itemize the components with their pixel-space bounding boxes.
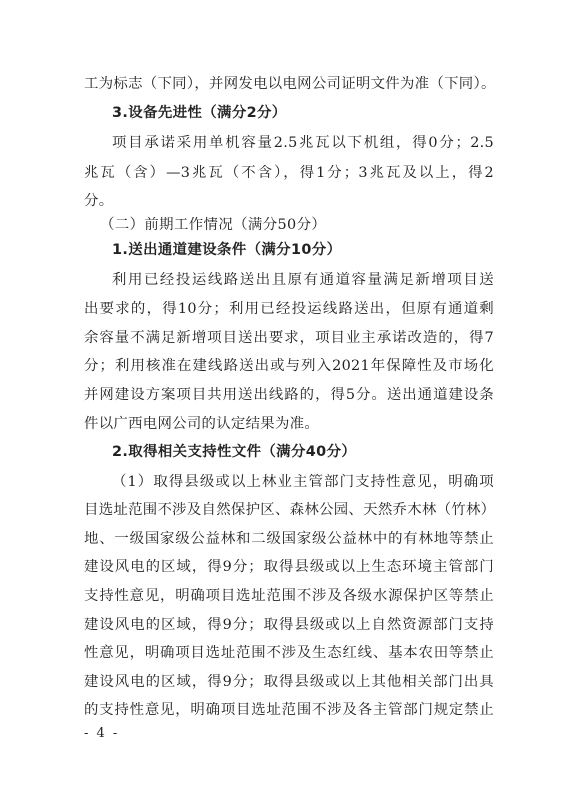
body-text-line: 并网建设方案项目共用送出线路的，得5分。送出通道建设条 — [84, 387, 494, 403]
body-text-line: 建设风电的区域，得9分；取得县级或以上自然资源部门支持 — [84, 617, 494, 633]
body-text-line: 工为标志（下同），并网发电以电网公司证明文件为准（下同）。 — [84, 76, 496, 92]
body-text-line: 项目承诺采用单机容量2.5兆瓦以下机组，得0分；2.5 — [112, 135, 494, 151]
body-text-line: 利用已经投运线路送出且原有通道容量满足新增项目送 — [112, 272, 494, 288]
body-text-line: 的支持性意见，明确项目选址范围不涉及各主管部门规定禁止 — [84, 702, 494, 718]
body-text-line: 支持性意见，明确项目选址范围不涉及各级水源保护区等禁止 — [84, 588, 494, 604]
body-text-line: 地、一级国家级公益林和二级国家级公益林中的有林地等禁止 — [84, 531, 494, 547]
section-heading: （二）前期工作情况（满分50分） — [100, 217, 327, 233]
body-text-line: （1）取得县级或以上林业主管部门支持性意见，明确项 — [112, 474, 494, 490]
body-text-line: 出要求的，得10分；利用已经投运线路送出，但原有通道剩 — [84, 301, 494, 317]
section-heading: 3.设备先进性（满分2分） — [112, 105, 287, 121]
body-text-line: 目选址范围不涉及自然保护区、森林公园、天然乔木林（竹林） — [84, 502, 496, 518]
body-text-line: 建设风电的区域，得9分；取得县级或以上其他相关部门出具 — [84, 674, 494, 690]
page-number: - 4 - — [84, 726, 120, 741]
section-heading: 1.送出通道建设条件（满分10分） — [112, 242, 342, 258]
section-heading: 2.取得相关支持性文件（满分40分） — [112, 444, 357, 460]
body-text-line: 分；利用核准在建线路送出或与列入2021年保障性及市场化 — [84, 358, 494, 374]
body-text-line: 件以广西电网公司的认定结果为准。 — [84, 416, 320, 432]
body-text-line: 性意见，明确项目选址范围不涉及生态红线、基本农田等禁止 — [84, 645, 494, 661]
body-text-line: 余容量不满足新增项目送出要求，项目业主承诺改造的，得7 — [84, 330, 494, 346]
body-text-line: 分。 — [84, 193, 114, 209]
body-text-line: 建设风电的区域，得9分；取得县级或以上生态环境主管部门 — [84, 559, 494, 575]
body-text-line: 兆瓦（含）—3兆瓦（不含），得1分；3兆瓦及以上，得2 — [84, 165, 494, 181]
